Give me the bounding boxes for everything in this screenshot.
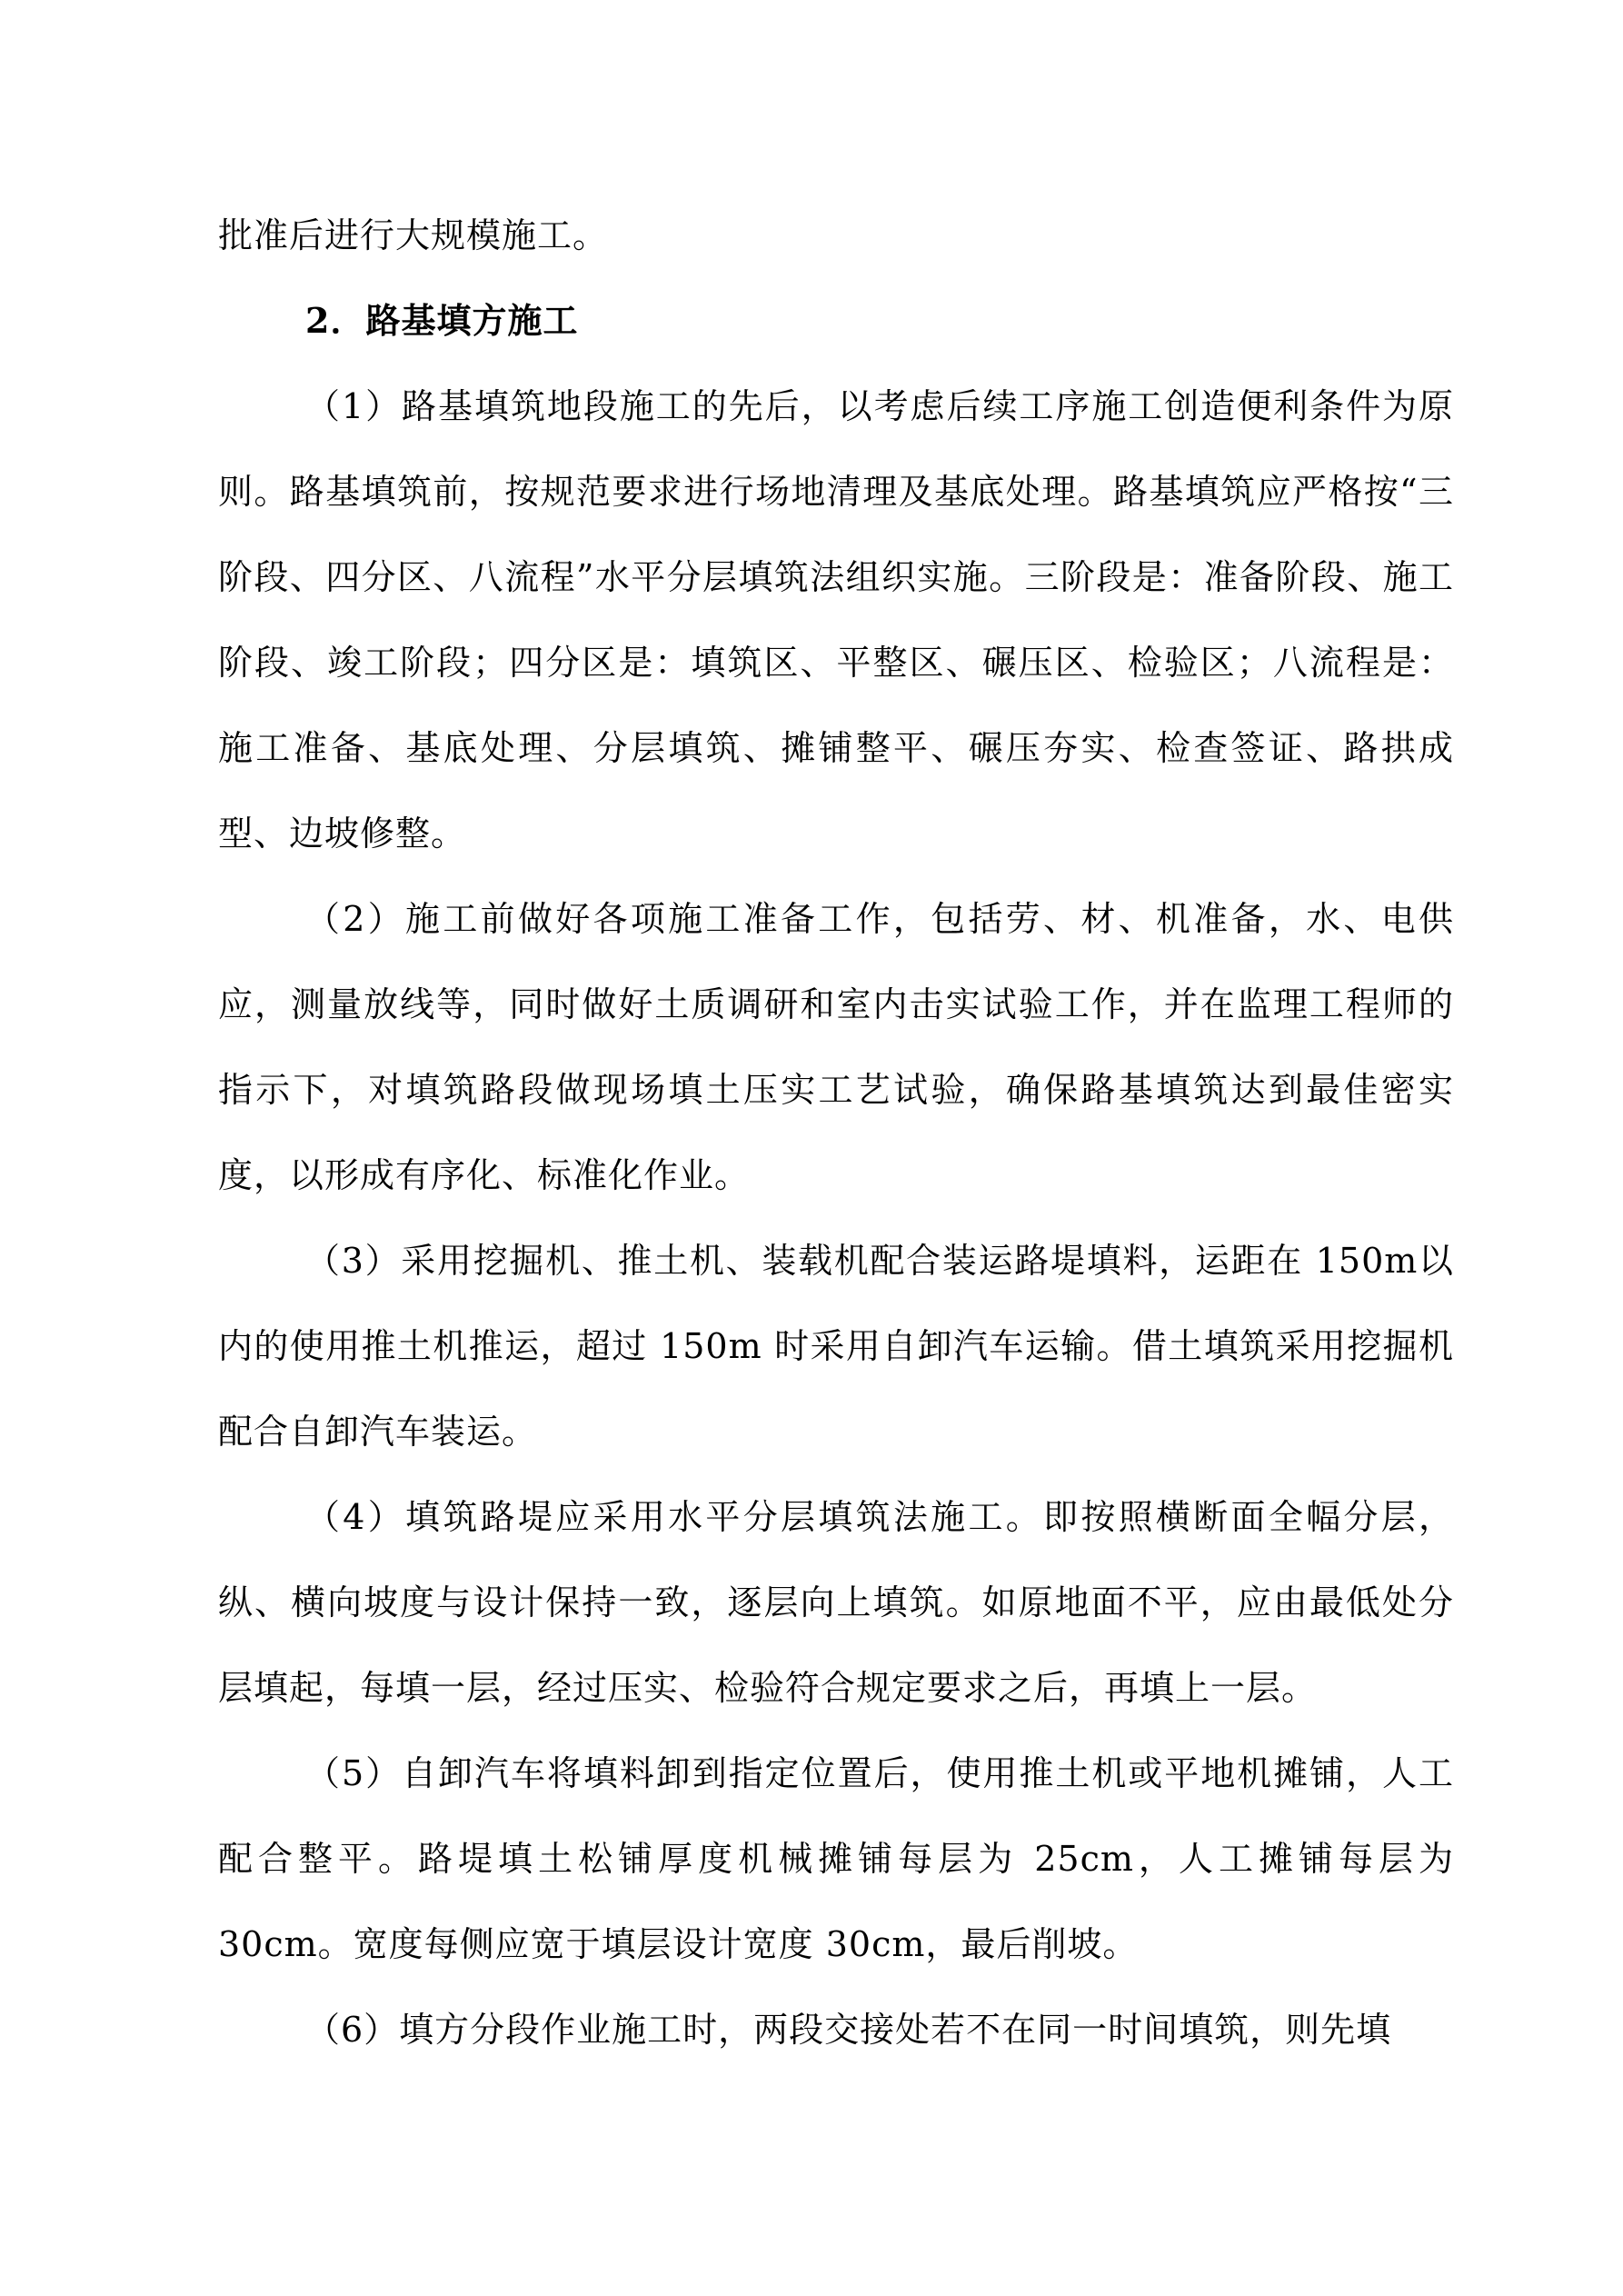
- continuation-text: 批准后进行大规模施工。: [218, 215, 609, 255]
- paragraph-3: （3）采用挖掘机、推土机、装载机配合装运路堤填料，运距在 150m以内的使用推土机推运，超过 150m 时采用自卸汽车运输。借土填筑采用挖掘机配合自卸汽车装运。: [218, 1241, 1454, 1452]
- section-heading: 2．路基填方施工: [305, 300, 579, 341]
- document-body: [218, 193, 1454, 2072]
- paragraph-5: （5）自卸汽车将填料卸到指定位置后，使用推土机或平地机摊铺，人工配合整平。路堤填土松铺厚度机械摊铺每层为 25cm，人工摊铺每层为30cm。宽度每侧应宽于填层设计宽度 30cm，最后削坡。: [218, 1753, 1454, 1964]
- paragraph-2: （2）施工前做好各项施工准备工作，包括劳、材、机准备，水、电供应，测量放线等，同时做好土质调研和室内击实试验工作，并在监理工程师的指示下，对填筑路段做现场填土压实工艺试验，确保路基填筑达到最佳密实度，以形成有序化、标准化作业。: [218, 899, 1454, 1195]
- paragraph-4: （4）填筑路堤应采用水平分层填筑法施工。即按照横断面全幅分层，纵、横向坡度与设计保持一致，逐层向上填筑。如原地面不平，应由最低处分层填起，每填一层，经过压实、检验符合规定要求之后，再填上一层。: [218, 1497, 1454, 1708]
- paragraph-6: （6）填方分段作业施工时，两段交接处若不在同一时间填筑，则先填: [305, 2010, 1392, 2050]
- paragraph-1: （1）路基填筑地段施工的先后，以考虑后续工序施工创造便利条件为原则。路基填筑前，按规范要求进行场地清理及基底处理。路基填筑应严格按“三阶段、四分区、八流程”水平分层填筑法组织实施。三阶段是：准备阶段、施工阶段、竣工阶段；四分区是：填筑区、平整区、碾压区、检验区；八流程是：施工准备、基底处理、分层填筑、摊铺整平、碾压夯实、检查签证、路拱成型、边坡修整。: [218, 386, 1454, 854]
